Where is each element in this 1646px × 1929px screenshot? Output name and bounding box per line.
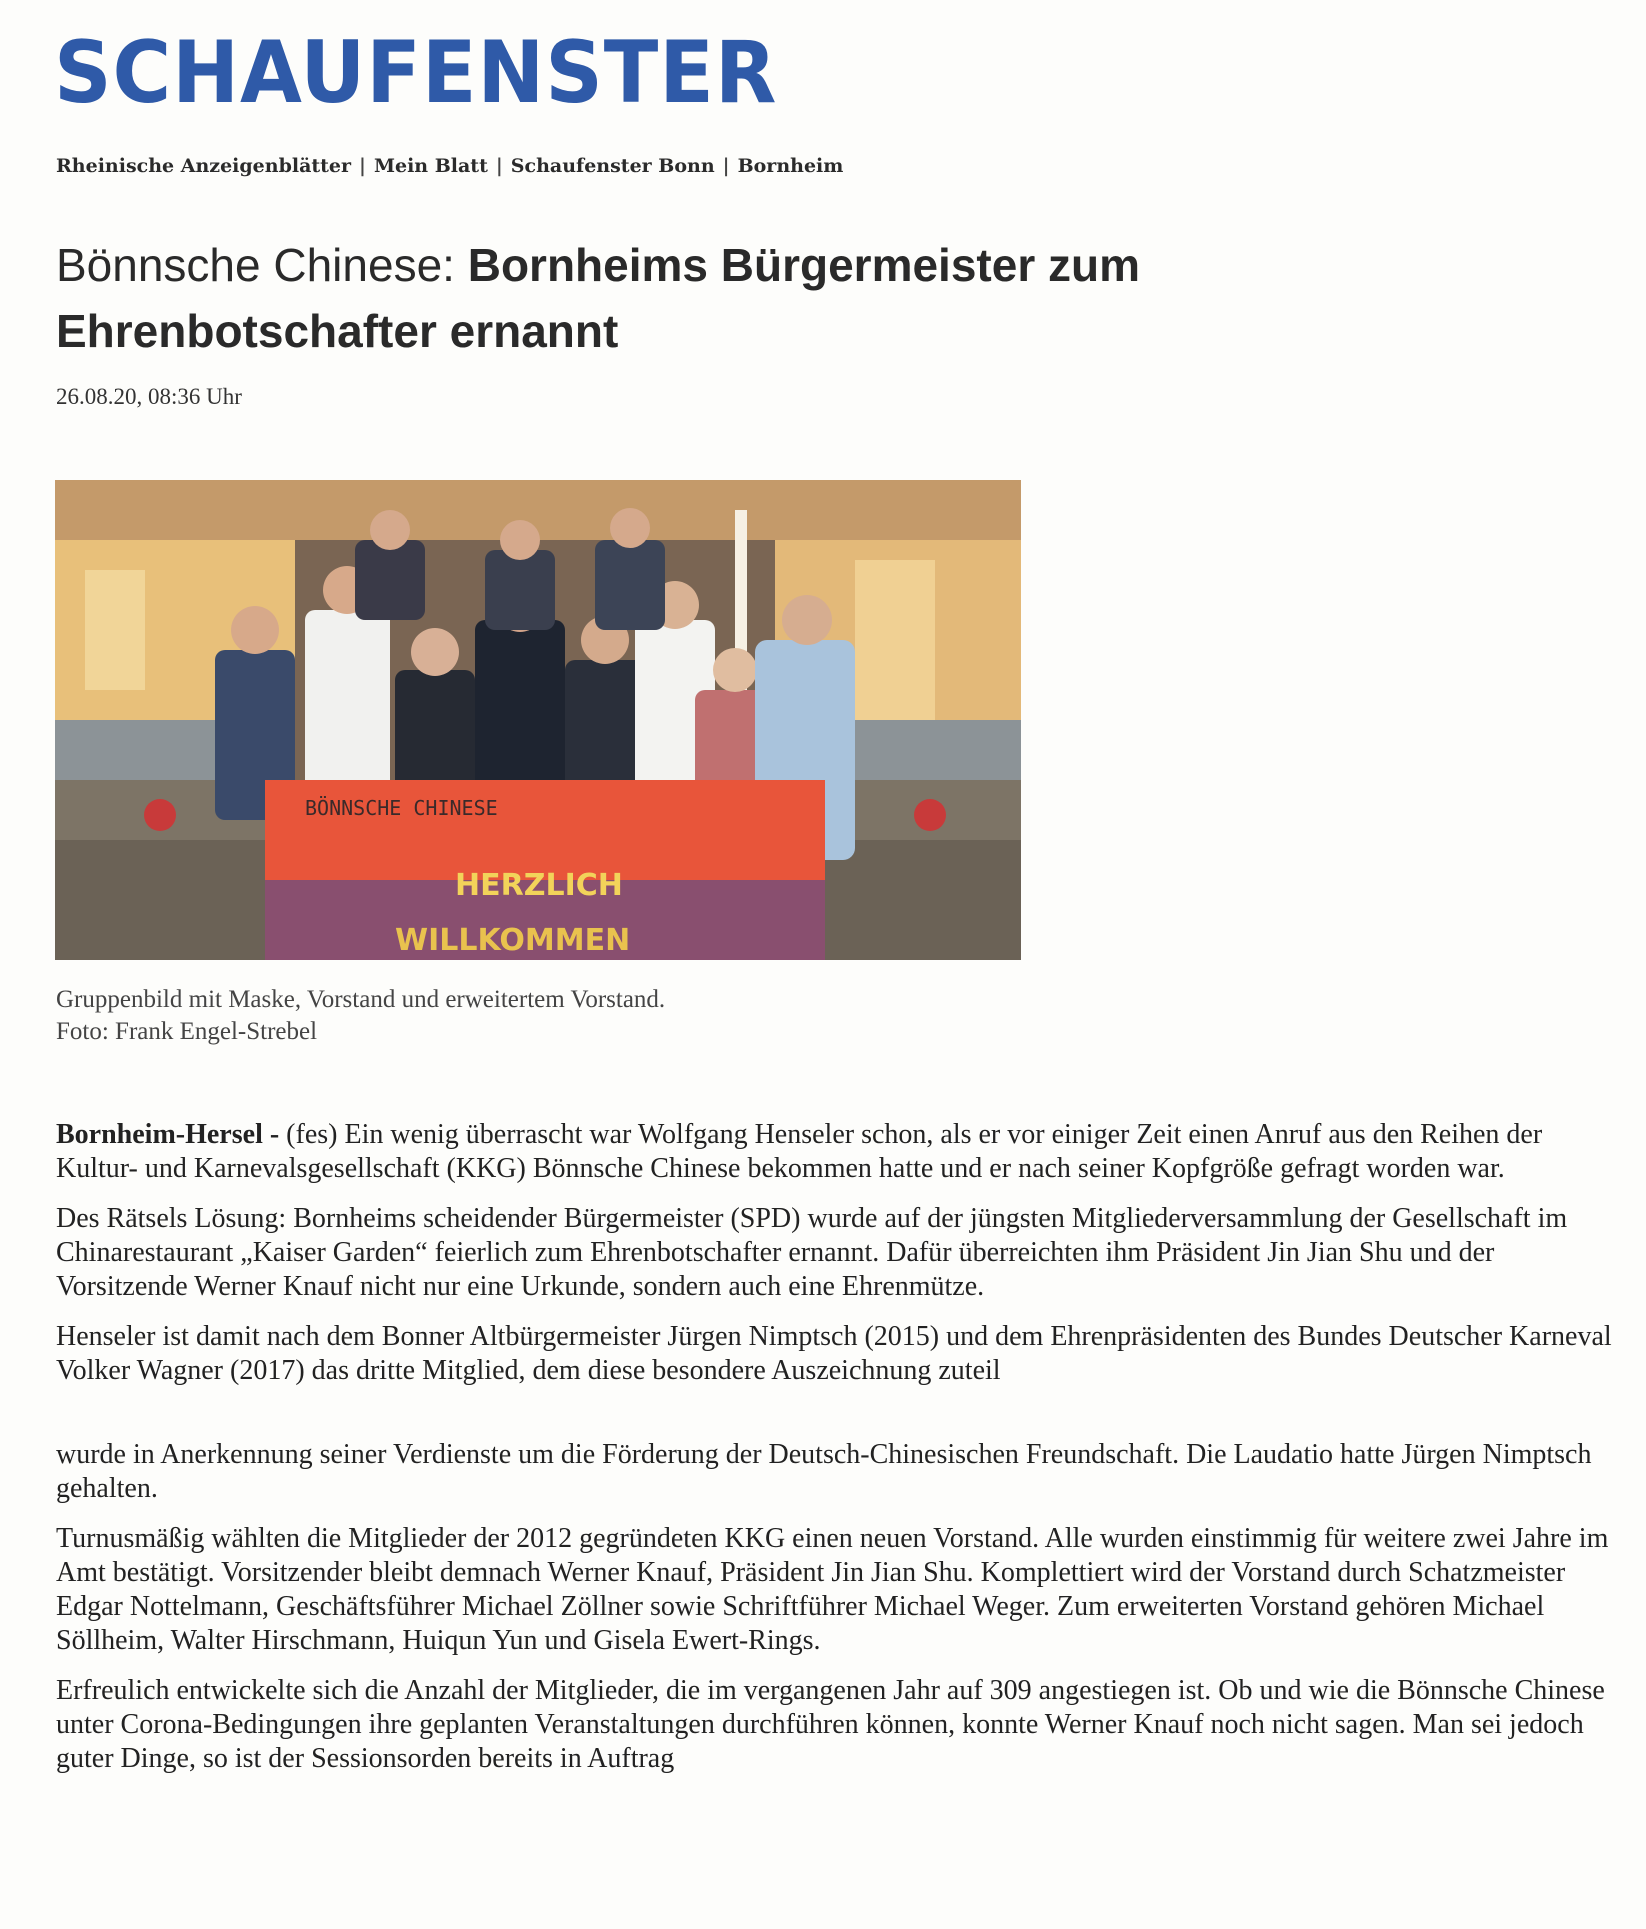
group-photo-illustration bbox=[55, 480, 1021, 960]
breadcrumb-separator: | bbox=[722, 155, 730, 177]
article-dateline: 26.08.20, 08:36 Uhr bbox=[56, 384, 242, 409]
headline-kicker: Bönnsche Chinese: bbox=[56, 239, 468, 291]
headline-title: Bornheims Bürgermeister zum Ehrenbotschafter ernannt bbox=[56, 239, 1140, 357]
article-location: Bornheim-Hersel - bbox=[56, 1119, 280, 1150]
breadcrumb-item-rheinische-anzeigenblaetter[interactable]: Rheinische Anzeigenblätter bbox=[56, 155, 352, 177]
page-break-gap bbox=[56, 1404, 1616, 1438]
caption-credit: Foto: Frank Engel-Strebel bbox=[56, 1018, 318, 1045]
breadcrumb-item-mein-blatt[interactable]: Mein Blatt bbox=[373, 155, 488, 177]
article-paragraph bbox=[56, 1118, 1616, 1186]
article-body bbox=[56, 1118, 1616, 1792]
article-headline bbox=[56, 232, 1376, 364]
banner-line-2: HERZLICH bbox=[455, 868, 623, 903]
banner-line-3: WILLKOMMEN bbox=[395, 923, 631, 958]
masthead-logo[interactable]: SCHAUFENSTER bbox=[54, 23, 778, 123]
photo-caption bbox=[56, 984, 665, 1048]
article-paragraph: Turnusmäßig wählten die Mitglieder der 2012 gegründeten KKG einen neuen Vorstand. Alle wurden einstimmig für weitere zwei Jahre im Amt bestätigt. Vorsitzender bleibt demnach Werner Knauf, Präsident Jin Jian Shu. Komplettiert wird der Vorstand durch Schatzmeister Edgar Nottelmann, Geschäftsführer Michael Zöllner sowie Schriftführer Michael Weger. Zum erweiterten Vorstand gehören Michael Söllheim, Walter Hirschmann, Huiqun Yun und Gisela Ewert-Rings. bbox=[56, 1523, 1609, 1656]
article-paragraph: Henseler ist damit nach dem Bonner Altbürgermeister Jürgen Nimptsch (2015) und dem Ehrenpräsidenten des Bundes Deutscher Karneval Volker Wagner (2017) das dritte Mitglied, dem diese besondere Auszeichnung zuteil bbox=[56, 1321, 1612, 1386]
breadcrumb-separator: | bbox=[359, 155, 366, 177]
paragraph-text: (fes) Ein wenig überrascht war Wolfgang Henseler schon, als er vor einiger Zeit einen Anruf aus den Reihen der Kultur- und Karnevalsgesellschaft (KKG) Bönnsche Chinese bekommen hatte und er nach seiner Kopfgröße gefragt worden war. bbox=[56, 1119, 1543, 1184]
article-paragraph: Des Rätsels Lösung: Bornheims scheidender Bürgermeister (SPD) wurde auf der jüngsten Mitgliederversammlung der Gesellschaft im Chinarestaurant „Kaiser Garden“ feierlich zum Ehrenbotschafter ernannt. Dafür überreichten ihm Präsident Jin Jian Shu und der Vorsitzende Werner Knauf nicht nur eine Urkunde, sondern auch eine Ehrenmütze. bbox=[56, 1203, 1568, 1302]
banner-line-1: BÖNNSCHE CHINESE bbox=[305, 796, 498, 820]
article-paragraph: Erfreulich entwickelte sich die Anzahl der Mitglieder, die im vergangenen Jahr auf 309 angestiegen ist. Ob und wie die Bönnsche Chinese unter Corona-Bedingungen ihre geplanten Veranstaltungen durchführen können, konnte Werner Knauf noch nicht sagen. Man sei jedoch guter Dinge, so ist der Sessionsorden bereits in Auftrag bbox=[56, 1675, 1605, 1774]
article-photo[interactable] bbox=[55, 480, 1021, 960]
breadcrumb bbox=[56, 155, 843, 177]
caption-text: Gruppenbild mit Maske, Vorstand und erweitertem Vorstand. bbox=[56, 986, 666, 1013]
breadcrumb-separator: | bbox=[495, 155, 503, 177]
breadcrumb-item-bornheim[interactable]: Bornheim bbox=[737, 155, 844, 177]
breadcrumb-item-schaufenster-bonn[interactable]: Schaufenster Bonn bbox=[510, 155, 715, 177]
article-paragraph: wurde in Anerkennung seiner Verdienste um die Förderung der Deutsch-Chinesischen Freundschaft. Die Laudatio hatte Jürgen Nimptsch gehalten. bbox=[56, 1439, 1592, 1504]
